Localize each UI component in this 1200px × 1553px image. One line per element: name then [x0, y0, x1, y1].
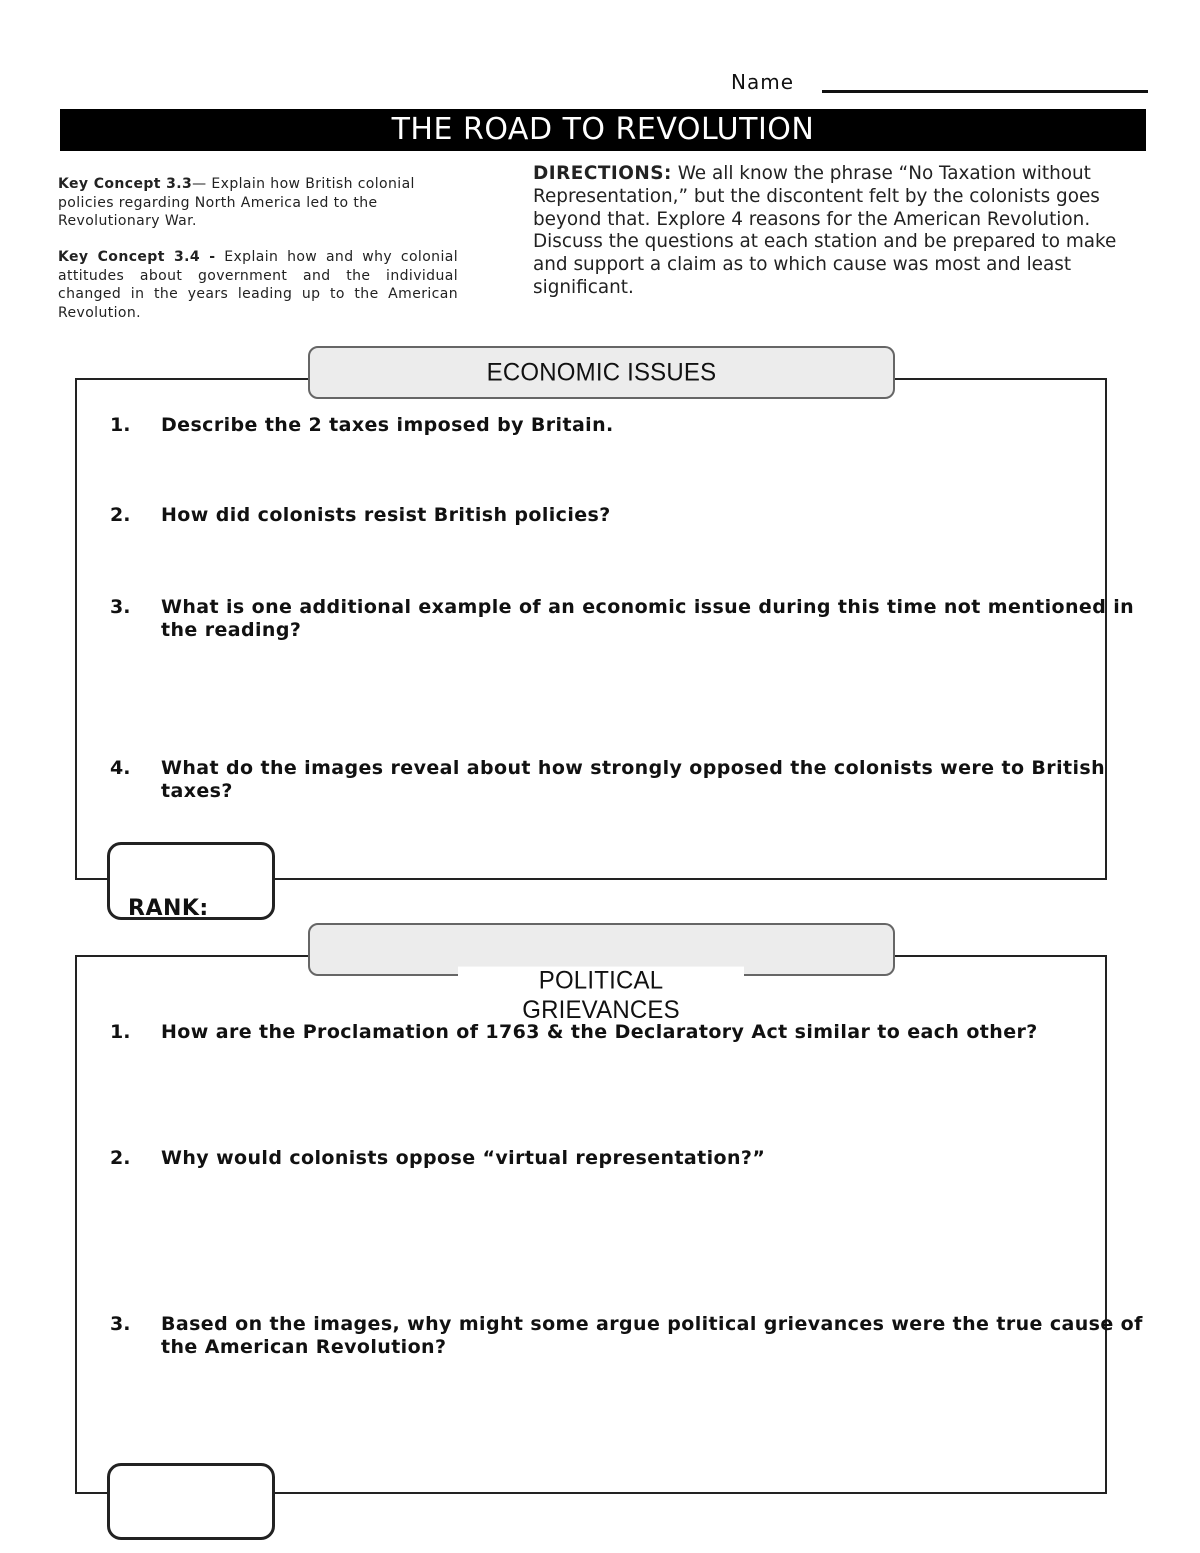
question-text: Why would colonists oppose “virtual representation?” — [161, 1147, 766, 1169]
question-number: 1. — [110, 414, 131, 436]
directions-text: We all know the phrase “No Taxation without Representation,” but the discontent felt by the colonists goes beyond that. Explore 4 reasons for the American Revolution. Discuss the questions at each station and be prepared to make and support a claim as to which cause was most and least significant. — [533, 163, 1117, 298]
name-label: Name — [731, 70, 795, 94]
question-number: 4. — [110, 757, 131, 779]
key-concept-3-3 — [58, 175, 458, 231]
key-concept-text: Explain how and why colonial attitudes about government and the individual changed in the years leading up to the American Revolution. — [58, 249, 459, 321]
question-number: 3. — [110, 596, 131, 618]
question-number: 2. — [110, 1147, 131, 1169]
question-text: What is one additional example of an economic issue during this time not mentioned in the reading? — [161, 596, 1135, 641]
directions-label: DIRECTIONS: — [533, 163, 672, 184]
name-field-line[interactable] — [822, 90, 1148, 93]
key-concept-3-4 — [58, 248, 458, 322]
question-text: How did colonists resist British policies? — [161, 504, 611, 526]
question-number: 3. — [110, 1313, 131, 1335]
key-concept-separator: — — [192, 176, 212, 192]
directions — [533, 163, 1143, 300]
worksheet-title: THE ROAD TO REVOLUTION — [60, 109, 1146, 151]
economic-issues-title: ECONOMIC ISSUES — [486, 358, 717, 387]
question-number: 1. — [110, 1021, 131, 1043]
question-number: 2. — [110, 504, 131, 526]
question-text: Describe the 2 taxes imposed by Britain. — [161, 414, 614, 436]
question-text: Based on the images, why might some argue political grievances were the true cause of the American Revolution? — [161, 1313, 1143, 1358]
political-grievances-title: POLITICAL GRIEVANCES — [458, 967, 744, 1026]
economic-rank-label: RANK: — [128, 896, 209, 921]
question-text: How are the Proclamation of 1763 & the Declaratory Act similar to each other? — [161, 1021, 1038, 1043]
question-text: What do the images reveal about how strongly opposed the colonists were to British taxes? — [161, 757, 1106, 802]
key-concept-separator — [215, 249, 224, 265]
key-concept-label: Key Concept 3.3 — [58, 176, 193, 192]
key-concept-text: Explain how British colonial policies regarding North America led to the Revolutionary War. — [58, 176, 415, 229]
political-rank-box[interactable] — [107, 1463, 275, 1540]
key-concept-label: Key Concept 3.4 - — [58, 249, 216, 265]
